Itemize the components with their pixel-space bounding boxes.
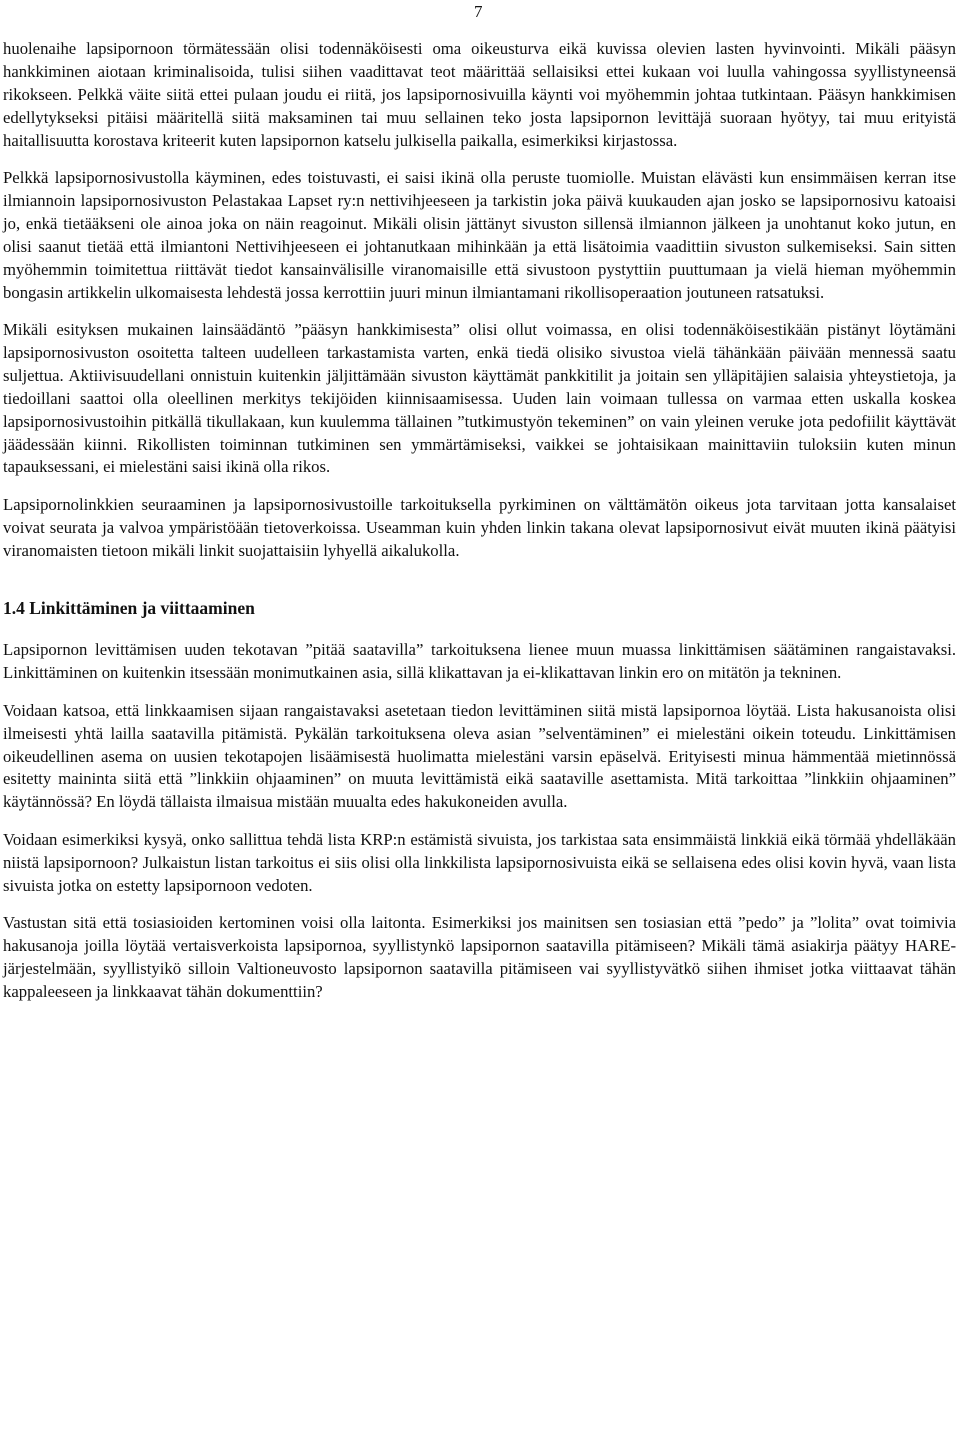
paragraph: Voidaan esimerkiksi kysyä, onko sallittua tehdä lista KRP:n estämistä sivuista, jos tarkistaa sata ensimmäistä linkkiä eikä törmää yhdelläkään niistä lapsipornoon? Julkaistun listan tarkoitus ei siis olisi olla linkkilista lapsipornosivuista eikä se sellaisena edes olisi kovin hyvä, vaan lista sivuista jotka on estetty lapsipornoon vedoten. [3,829,956,895]
paragraph: Mikäli esityksen mukainen lainsäädäntö ”pääsyn hankkimisesta” olisi ollut voimassa, en olisi todennäköisestikään pistänyt löytämäni lapsipornosivuston osoitetta talteen uudelleen tarkastamista varten, enkä tiedä olisiko sivustoa vielä tähänkään päivään mennessä saatu suljettua. Aktiivisuudellani onnistuin kuitenkin jäljittämään sivuston käyttämät pankkitilit ja joitain sen ylläpitäjien salaisia yhteystietoja, ja tiedoillani saattoi olla oleellinen merkitys tekijöiden kiinnisaamisessa. Uuden lain voimaan tullessa on varmaa etten uskalla koskea lapsipornosivustoihin pitkällä tikullakaan, kun kuulemma tällainen ”tutkimustyön tekeminen” on vain yleinen veruke jota pedofiilit käyttävät jäädessään kiinni. Rikollisten toiminnan tutkiminen sen ymmärtämiseksi, vaikkei se johtaisikaan mainittaviin tuloksiin kuten minun tapauksessani, ei mielestäni saisi ikinä olla rikos. [3,319,956,477]
paragraph: Pelkkä lapsipornosivustolla käyminen, edes toistuvasti, ei saisi ikinä olla peruste tuomiolle. Muistan elävästi kun ensimmäisen kerran itse ilmiannoin lapsipornosivuston Pelastakaa Lapset ry:n nettivihjeeseen ja tarkistin joka päivä kuukauden ajan josko se lapsipornosivu katoaisi jo, enkä tietääkseni ole ainoa joka on näin reagoinut. Mikäli olisin jättänyt sivuston sillensä ilmiannon jälkeen ja unohtanut koko jutun, en olisi saanut tietää että ilmiantoni Nettivihjeeseen ei johtanutkaan mihinkään ja että lisätoimia vaadittiin sivuston sulkemiseksi. Sain sitten myöhemmin toimitettua riittävät tiedot kansainvälisille viranomaisille että sivustoon pystyttiin puuttumaan ja vielä hieman myöhemmin bongasin artikkelin ulkomaisesta lehdestä jossa kerrottiin juuri minun ilmiantamani rikollisoperaation joutuneen ratsatuksi. [3,168,956,302]
section-heading: 1.4 Linkittäminen ja viittaaminen [3,597,255,618]
paragraph: Vastustan sitä että tosiasioiden kertominen voisi olla laitonta. Esimerkiksi jos mainitsen sen tosiasian että ”pedo” ja ”lolita” ovat toimivia hakusanoja joilla löytää vertaisverkoista lapsipornoa, syyllistynkö lapsipornon saatavilla pitämiseen? Mikäli tämä asiakirja päätyy HARE-järjestelmään, syyllistyikö silloin Valtioneuvosto lapsipornon saatavilla pitämiseen vai syyllistyvätkö siihen ihmiset jotka viittaavat tähän kappaleeseen ja linkkaavat tähän dokumenttiin? [3,913,956,1001]
paragraph: huolenaihe lapsipornoon törmätessään olisi todennäköisesti oma oikeusturva eikä kuvissa olevien lasten hyvinvointi. Mikäli pääsyn hankkiminen aiotaan kriminalisoida, tulisi siihen vaadittavat teot määrittää sellaisiksi ettei kukaan voi luulla vahingossa syyllistyneensä rikokseen. Pelkkä väite siitä ettei pulaan joudu ei riitä, jos lapsipornosivuilla käynti voi myöhemmin johtaa tutkintaan. Pääsyn hankkimisen edellytykseksi pitäisi määritellä siitä maksaminen tai muu sellainen teko josta lapsipornon levittäjä suoraan hyötyy, tai muu erityistä haitallisuutta korostava kriteerit kuten lapsipornon katselu julkisella paikalla, esimerkiksi kirjastossa. [3,39,956,150]
page-number: 7 [474,2,483,21]
paragraph: Lapsipornolinkkien seuraaminen ja lapsipornosivustoille tarkoituksella pyrkiminen on välttämätön oikeus jota tarvitaan jotta kansalaiset voivat seurata ja valvoa ympäristöään tietoverkoissa. Useamman kuin yhden linkin takana olevat lapsipornosivut eivät muuten ikinä päätyisi viranomaisten tietoon mikäli linkit suojattaisiin lyhyellä aikalukolla. [3,494,956,560]
paragraph: Lapsipornon levittämisen uuden tekotavan ”pitää saatavilla” tarkoituksena lienee muun muassa linkittämisen säätäminen rangaistavaksi. Linkittäminen on kuitenkin itsessään monimutkainen asia, sillä klikattavan ja ei-klikattavan linkin ero on mitätön ja tekninen. [3,640,956,683]
document-body [3,38,956,1018]
paragraph: Voidaan katsoa, että linkkaamisen sijaan rangaistavaksi asetetaan tiedon levittäminen siitä mistä lapsipornoa löytää. Lista hakusanoista olisi ilmeisesti yhtä lailla saatavilla pitämistä. Pykälän tarkoituksena oleva asian ”selventäminen” ei mielestäni oikein toteudu. Linkittämisen oikeudellinen asema on uusien tekotapojen lisäämisestä huolimatta mielestäni varsin epäselvä. Erityisesti minua hämmentää mietinnössä esitetty maininta siitä että ”linkkiin ohjaaminen” on muuta levittämistä eikä saataville asettamista. Mitä tarkoittaa ”linkkiin ohjaaminen” käytännössä? En löydä tällaista ilmaisua mistään muualta edes hakukoneiden avulla. [3,700,956,812]
